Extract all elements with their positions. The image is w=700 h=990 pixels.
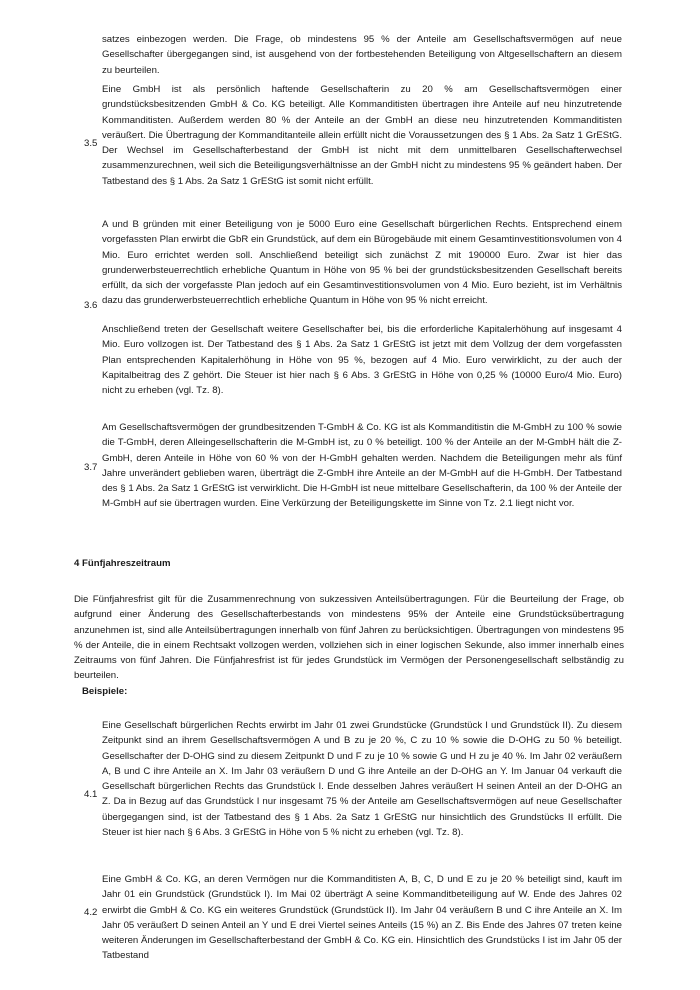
example-4-1-text: Eine Gesellschaft bürgerlichen Rechts erwirbt im Jahr 01 zwei Grundstücke (Grundstück I und Grundstück II). Zu diesem Zeitpunkt sind an ihrem Gesellschaftsvermögen A und B zu je 20 %, C zu 10 % sowie die D-OHG zu 50 % beteiligt. Gesellschafter der D-OHG sind zu diesem Zeitpunkt D und F zu je 10 % sowie G und H zu je 40 %. Im Jahr 02 veräußern A, B und C ihre Anteile an X. Im Jahr 03 veräußern D und G ihre Anteile an der D-OHG an Y. Im Januar 04 verkauft die Gesellschaft bürgerlichen Rechts das Grundstück I. Ende desselben Jahres veräußert H seinen Anteil an der D-OHG an Z. Da in Bezug auf das Grundstück I nur insgesamt 75 % der Anteile am Gesellschaftsvermögen auf neue Gesellschafter übergegangen sind, ist der Tatbestand des § 1 Abs. 2a Satz 1 GrEStG nur hinsichtlich des Grundstücks II erfüllt. Die Steuer ist hier nach § 6 Abs. 3 GrEStG in Höhe von 5 % nicht zu erheben (vgl. Tz. 8). bbox=[102, 720, 622, 839]
item-number-3-7: 3.7 bbox=[84, 462, 98, 473]
item-number-4-2: 4.2 bbox=[84, 907, 98, 918]
example-3-6-text-1: A und B gründen mit einer Beteiligung von je 5000 Euro eine Gesellschaft bürgerlichen Rechts. Entsprechend einem vorgefassten Plan erwirbt die GbR ein Grundstück, auf dem ein Bürogebäude mit einem Gesamtinvestitionsvolumen von 4 Mio. Euro errichtet werden soll. Anschließend beteiligt sich zunächst Z mit 190000 Euro. Zwar ist hier das grunderwerbsteuerrechtlich erhebliche Quantum in Höhe von 95 % bei der grundstücksbesitzenden Gesellschaft bereits erfüllt, da sich der vorgefasste Plan jedoch auf ein Gesamtinvestitionsvolumen von 4 Mio. Euro bezieht, ist im Verhältnis dazu das grunderwerbsteuerrechtlich erhebliche Quantum in Höhe von 95 % nicht erreicht. bbox=[102, 219, 622, 307]
item-number-3-5: 3.5 bbox=[84, 138, 98, 149]
section-4-text: Die Fünfjahresfrist gilt für die Zusammenrechnung von sukzessiven Anteilsübertragungen. Für die Beurteilung der Frage, ob aufgrund einer Änderung des Gesellschafterbestands von mindestens 95% der Anteile eine Grundstücksübertragung anzunehmen ist, sind alle Anteilsübertragungen innerhalb von fünf Jahren zu berücksichtigen. Übertragungen von mindestens 95 % der Anteile, die in einem Rechtsakt vollzogen werden, vollziehen sich in einer logischen Sekunde, also immer innerhalb eines Zeitraums von fünf Jahren. Die Fünfjahresfrist ist für jedes Grundstück im Vermögen der Personengesellschaft selbständig zu beurteilen. bbox=[74, 594, 624, 682]
example-3-5-text: Eine GmbH ist als persönlich haftende Gesellschafterin zu 20 % am Gesellschaftsvermögen einer grundstücksbesitzenden GmbH & Co. KG beteiligt. Alle Kommanditisten übertragen ihre Anteile auf neu hinzutretende Kommanditisten. Außerdem werden 80 % der Anteile an der GmbH an diese neu hinzutretenden Kommanditisten veräußert. Die Übertragung der Kommanditanteile allein erfüllt nicht die Voraussetzungen des § 1 Abs. 2a Satz 1 GrEStG. Der Wechsel im Gesellschafterbestand der GmbH ist nicht mit dem unmittelbaren Gesellschafterwechsel zusammenzurechnen, weil sich die Beteiligungsverhältnisse an der GmbH nicht zu mindestens 95 % geändert haben. Der Tatbestand des § 1 Abs. 2a Satz 1 GrEStG ist somit nicht erfüllt. bbox=[102, 84, 622, 187]
example-4-2-text: Eine GmbH & Co. KG, an deren Vermögen nur die Kommanditisten A, B, C, D und E zu je 20 % beteiligt sind, kauft im Jahr 01 ein Grundstück (Grundstück I). Im Mai 02 überträgt A seine Kommanditbeteiligung auf W. Ende des Jahres 02 erwirbt die GmbH & Co. KG ein weiteres Grundstück (Grundstück II). Im Jahr 04 veräußern B und C ihre Anteile an X. Im Jahr 05 veräußert D seinen Anteil an Y und E drei Viertel seines Anteils (15 %) an Z. Bis Ende des Jahres 07 treten keine weiteren Änderungen im Gesellschafterbestand der GmbH & Co. KG ein. Hinsichtlich des Grundstücks I ist im Jahr 05 der Tatbestand bbox=[102, 874, 622, 962]
example-3-7-text: Am Gesellschaftsvermögen der grundbesitzenden T-GmbH & Co. KG ist als Kommanditistin die M-GmbH zu 100 % sowie die T-GmbH, deren Alleingesellschafterin die M-GmbH ist, zu 0 % beteiligt. 100 % der Anteile an der M-GmbH hält die Z-GmbH, deren Anteile in Höhe von 60 % von der H-GmbH gehalten werden. Nachdem die Beteiligungen mehr als fünf Jahre unverändert geblieben waren, überträgt die Z-GmbH ihre Anteile an der M-GmbH auf die H-GmbH. Der Tatbestand des § 1 Abs. 2a Satz 1 GrEStG ist verwirklicht. Die H-GmbH ist neue mittelbare Gesellschafterin, da 100 % der Anteile der M-GmbH auf sie übertragen wurden. Eine Verkürzung der Beteiligungskette im Sinne von Tz. 2.1 liegt nicht vor. bbox=[102, 422, 622, 510]
example-3-6-text-2: Anschließend treten der Gesellschaft weitere Gesellschafter bei, bis die erforderliche Kapitalerhöhung auf insgesamt 4 Mio. Euro vollzogen ist. Der Tatbestand des § 1 Abs. 2a Satz 1 GrEStG ist jetzt mit dem Vollzug der dem vorgefassten Plan entsprechenden Kapitalerhöhung in Höhe von 95 %, bezogen auf 4 Mio. Euro verwirklicht, zu der auch der Kapitalbeitrag des Z gehört. Die Steuer ist hier nach § 6 Abs. 3 GrEStG in Höhe von 0,25 % (10000 Euro/4 Mio. Euro) nicht zu erheben (vgl. Tz. 8). bbox=[102, 324, 622, 397]
item-number-3-6: 3.6 bbox=[84, 300, 98, 311]
paragraph-continued: satzes einbezogen werden. Die Frage, ob mindestens 95 % der Anteile am Gesellschaftsvermögen auf neue Gesellschafter übergegangen sind, ist ausgehend von der fortbestehenden Beteiligung von Altgesellschaftern an diesem zu beurteilen. bbox=[102, 34, 622, 76]
section-4-heading: 4 Fünfjahreszeitraum bbox=[74, 558, 171, 569]
examples-heading: Beispiele: bbox=[82, 686, 128, 697]
item-number-4-1: 4.1 bbox=[84, 789, 98, 800]
